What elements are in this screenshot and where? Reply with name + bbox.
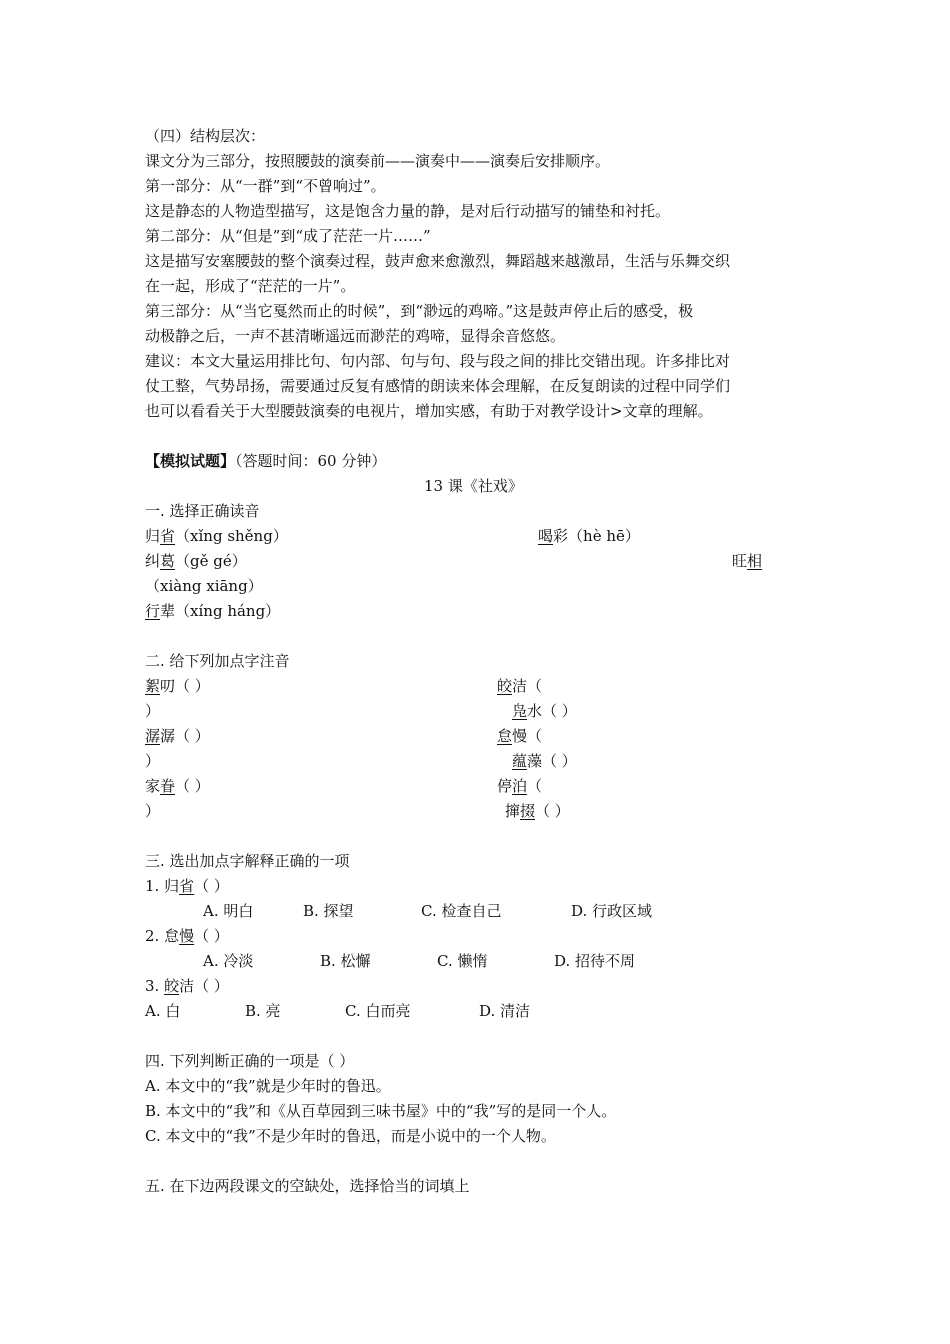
q5-title: 五. 在下边两段课文的空缺处，选择恰当的词填上 [145,1177,470,1195]
q3-option: D. 清洁 [479,1002,531,1020]
q1-item: 纠葛（gě gé） [145,552,247,570]
text-line: 也可以看看关于大型腰鼓演奏的电视片，增加实感，有助于对教学设计>文章的理解。 [145,402,713,420]
q3-option: D. 招待不周 [554,952,636,970]
q4-option: C. 本文中的“我”不是少年时的鲁迅，而是小说中的一个人物。 [145,1127,556,1145]
q2-blank-close: ） [145,802,161,820]
q4-option: A. 本文中的“我”就是少年时的鲁迅。 [145,1077,391,1095]
section-heading: （四）结构层次： [145,127,266,145]
q1-title: 一. 选择正确读音 [145,502,260,520]
q2-item: 怠慢（ [497,727,543,745]
text-line: 这是静态的人物造型描写，这是饱含力量的静，是对后行动描写的铺垫和衬托。 [145,202,671,220]
q3-option: A. 明白 [203,902,254,920]
q2-blank-close: ） [145,752,161,770]
q4-option: B. 本文中的“我”和《从百草园到三味书屋》中的“我”写的是同一个人。 [145,1102,617,1120]
q1-item-options: （xiàng xiāng） [145,577,263,595]
q3-question: 2. 怠慢（ ） [145,927,229,945]
text-line: 建议：本文大量运用排比句、句内部、句与句、段与段之间的排比交错出现。许多排比对 [145,352,731,370]
q3-question: 3. 皎洁（ ） [145,977,229,995]
q1-item: 归省（xǐng shěng） [145,527,288,545]
text-line: 动极静之后，一声不甚清晰遥远而渺茫的鸡啼，显得余音悠悠。 [145,327,566,345]
exam-time: （答题时间：60 分钟） [235,452,387,470]
q1-item: 旺相 [732,552,763,570]
q3-option: B. 亮 [245,1002,281,1020]
q3-title: 三. 选出加点字解释正确的一项 [145,852,350,870]
q2-item: 皎洁（ [497,677,543,695]
q2-item: 蕴藻（ ） [512,752,577,770]
q3-option: A. 冷淡 [203,952,254,970]
q1-item: 喝彩（hè hē） [538,527,640,545]
q2-item: 潺潺（ ） [145,727,210,745]
q2-item: 撺掇（ ） [505,802,570,820]
q3-question: 1. 归省（ ） [145,877,229,895]
q2-item: 絮叨（ ） [145,677,210,695]
q2-blank-close: ） [145,702,161,720]
text-line: 第一部分：从“一群”到“不曾响过”。 [145,177,386,195]
q3-option: C. 检查自己 [421,902,502,920]
q3-option: B. 松懈 [320,952,371,970]
exam-header [145,449,386,474]
lesson-title: 13 课《社戏》 [424,477,523,495]
q3-option: D. 行政区域 [571,902,653,920]
text-line: 仗工整，气势昂扬，需要通过反复有感情的朗读来体会理解，在反复朗读的过程中同学们 [145,377,731,395]
q3-option: A. 白 [145,1002,181,1020]
text-line: 课文分为三部分，按照腰鼓的演奏前——演奏中——演奏后安排顺序。 [145,152,611,170]
text-line: 在一起，形成了“茫茫的一片”。 [145,277,356,295]
text-line: 第二部分：从“但是”到“成了茫茫一片……” [145,227,431,245]
q2-item: 家眷（ ） [145,777,210,795]
text-line: 这是描写安塞腰鼓的整个演奏过程，鼓声愈来愈激烈，舞蹈越来越激昂，生活与乐舞交织 [145,252,731,270]
q3-option: B. 探望 [303,902,354,920]
q2-item: 凫水（ ） [512,702,577,720]
q3-option: C. 白而亮 [345,1002,411,1020]
q3-option: C. 懒惰 [437,952,488,970]
q2-title: 二. 给下列加点字注音 [145,652,290,670]
q4-title: 四. 下列判断正确的一项是（ ） [145,1052,355,1070]
exam-title: 【模拟试题】 [145,452,236,470]
q1-item: 行辈（xíng háng） [145,602,281,620]
q2-item: 停泊（ [497,777,543,795]
text-line: 第三部分：从“当它戛然而止的时候”，到“渺远的鸡啼。”这是鼓声停止后的感受，极 [145,302,694,320]
